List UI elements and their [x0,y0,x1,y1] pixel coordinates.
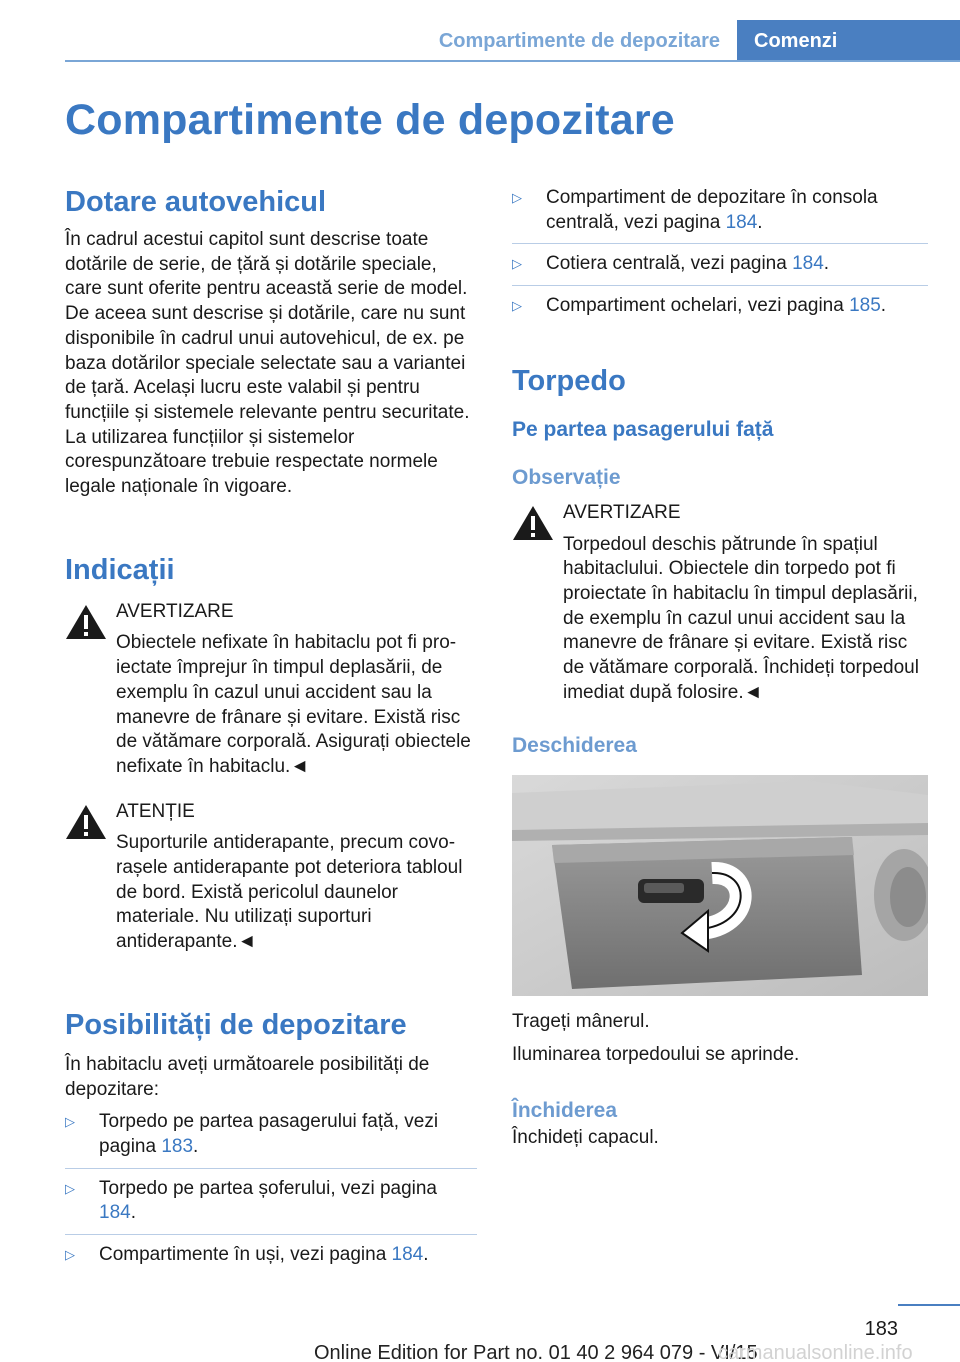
list-divider [512,243,928,244]
section-heading-dotare: Dotare autovehicul [65,186,327,218]
list-divider [65,1234,477,1235]
list-item-text: Cotiera centrală, vezi pagina [546,253,793,275]
glovebox-photo [512,775,928,996]
left-column [65,182,477,1276]
list-item: ▷ Compartimente în uși, vezi pagina 184. [65,1243,477,1268]
list-item: ▷ Compartiment de depozitare în consola centrală, vezi pagina 184. [512,187,878,233]
list-item-text: Torpedo pe partea pasagerului față, vezi pagina [99,1111,439,1157]
list-item: ▷ Torpedo pe partea pasagerului față, vezi pagina 183. [65,1111,439,1157]
subheading-deschiderea: Deschiderea [512,734,637,758]
page-link[interactable]: 184 [391,1244,424,1266]
list-item: ▷ Compartiment ochelari, vezi pagina 185. [512,294,928,319]
list-item: ▷ Torpedo pe partea șoferului, vezi pagina 184. [65,1177,438,1224]
triangle-right-icon: ▷ [512,298,522,314]
subheading-pasager: Pe partea pasagerului față [512,417,774,441]
warning-block [512,501,928,706]
header-chapter-tab: Comenzi [737,20,960,62]
list-item-text: Compartiment de depozitare în consola centrală, vezi pagina [546,187,878,233]
triangle-right-icon: ▷ [65,1180,75,1196]
right-column [512,186,928,1151]
section-heading-posibilitati: Posibilități de depozitare [65,1008,407,1041]
list-item: ▷ Cotiera centrală, vezi pagina 184. [512,252,928,277]
warning-text: Obiectele nefixate în habitaclu pot fi proiectate împrejur în timpul deplasării, de exemplu în cazul unui accident sau la manevre de frânare și evitare. Există risc de vătămare corporală. Asigurați obiectele nefixate în habitaclu.◄ [116,632,471,777]
page-link[interactable]: 185 [849,295,881,317]
triangle-right-icon: ▷ [65,1247,75,1263]
posibilitati-intro: În habitaclu aveți următoarele posibilități de depozitare: [65,1053,430,1100]
subheading-observatie: Observație [512,465,621,489]
page-number: 183 [864,1318,898,1340]
page-title: Compartimente de depozitare [65,96,675,144]
dotare-paragraph: În cadrul acestui capitol sunt descrise toate dotările de serie, de țără și dotările speciale, care sunt oferite pentru această serie de model. De aceea sunt descrise și dotările, care nu sunt disponibile în cadrul unui autovehicul, de ex. pe baza dotărilor speciale selectate sau a variantei de țară. Același lucru este valabil și pentru funcțiile și sistemele relevante pentru securitate. La utilizarea funcțiilor și sistemelor corespunzătoare trebuie respectate normele legale naționale în vigoare. [65,229,470,498]
page-link[interactable]: 184 [792,253,824,275]
warning-text: Torpedoul deschis pătrunde în spațiul habitaclului. Obiectele din torpedo pot fi proiectate în habitaclu în timpul deplasării, de exemplu în cazul unui accident sau la manevre de frânare și evitare. Există risc de vătămare corporală. Închideți torpedoul imediat după folosire.◄ [563,533,919,703]
section-heading-torpedo: Torpedo [512,364,626,397]
caution-label: ATENȚIE [116,800,195,822]
footer-watermark: carmanualsonline.info [718,1342,913,1362]
caution-block [65,800,477,955]
warning-block [65,600,477,780]
caution-text: Suporturile antiderapante, precum covorașele antiderapante pot deteriora tabloul de bord. Există pericolul daunelor materiale. Nu utilizați suporturi antiderapante.◄ [116,832,463,953]
list-item-text: Torpedo pe partea șoferului, vezi pagina [99,1177,438,1199]
triangle-right-icon: ▷ [512,190,522,205]
list-divider [512,285,928,286]
triangle-right-icon: ▷ [65,1114,75,1130]
warning-label: AVERTIZARE [116,600,234,622]
page-link[interactable]: 184 [725,211,758,233]
page-link[interactable]: 184 [99,1202,131,1224]
warning-triangle-icon [512,505,554,541]
list-item-text: Compartiment ochelari, vezi pagina [546,295,850,317]
list-item-text: Compartimente în uși, vezi pagina [99,1244,392,1266]
footer-divider [898,1304,960,1306]
footer-edition: Online Edition for Part no. 01 40 2 964 079 - VI/15 [314,1342,758,1362]
list-divider [65,1168,477,1169]
section-heading-indicatii: Indicații [65,553,175,586]
deschiderea-step2: Iluminarea torpedoului se aprinde. [512,1044,800,1066]
subheading-inchiderea: Închiderea [512,1098,618,1122]
inchiderea-text: Închideți capacul. [512,1126,659,1148]
page-link[interactable]: 183 [161,1135,194,1157]
header-section-title: Compartimente de depozitare [438,30,720,52]
header-divider [65,60,960,62]
warning-triangle-icon [65,604,107,640]
warning-label: AVERTIZARE [563,501,681,523]
deschiderea-step1: Trageți mânerul. [512,1011,650,1033]
triangle-right-icon: ▷ [512,256,522,272]
warning-triangle-icon [65,804,107,840]
